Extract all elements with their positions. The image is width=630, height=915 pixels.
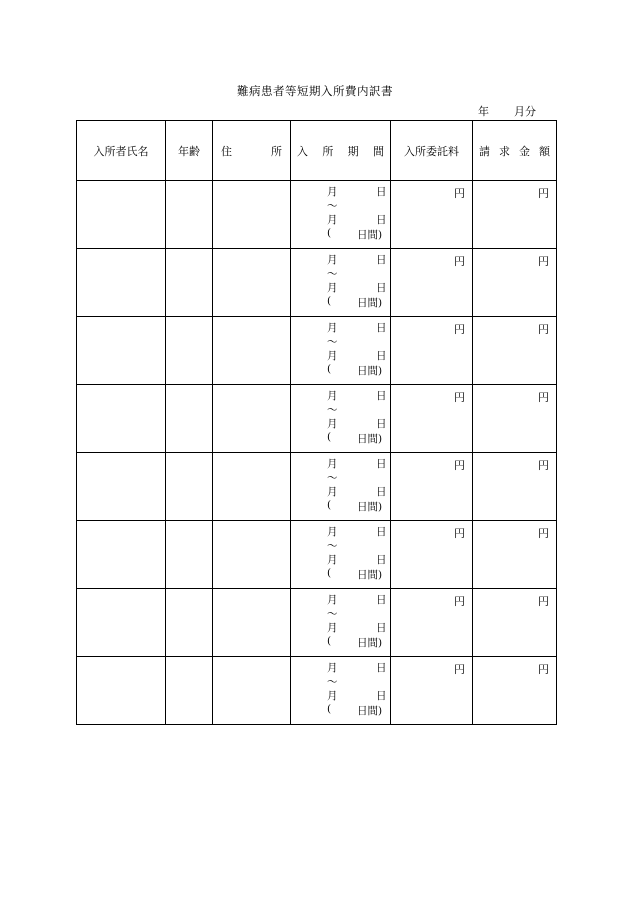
range-tilde: ～ [327, 608, 338, 620]
start-month-label: 月 [327, 186, 338, 198]
name-cell[interactable] [77, 249, 166, 317]
end-month-label: 月 [327, 554, 338, 566]
start-day-label: 日 [376, 458, 387, 470]
age-cell[interactable] [166, 317, 213, 385]
header-row [77, 121, 557, 181]
range-tilde: ～ [327, 676, 338, 688]
table-row [77, 657, 557, 725]
range-tilde: ～ [327, 472, 338, 484]
days-count-label: 日間) [357, 365, 383, 377]
end-day-label: 日 [376, 282, 387, 294]
start-day-label: 日 [376, 322, 387, 334]
header-age: 年齢 [166, 121, 213, 181]
header-name: 入所者氏名 [77, 121, 166, 181]
range-tilde: ～ [327, 336, 338, 348]
start-day-label: 日 [376, 662, 387, 674]
fee-cell[interactable] [391, 249, 473, 317]
start-month-label: 月 [327, 526, 338, 538]
end-day-label: 日 [376, 554, 387, 566]
start-month-label: 月 [327, 458, 338, 470]
end-day-label: 日 [376, 486, 387, 498]
end-day-label: 日 [376, 690, 387, 702]
header-fee: 入所委託料 [391, 121, 473, 181]
address-cell[interactable] [213, 249, 291, 317]
end-day-label: 日 [376, 418, 387, 430]
days-count-label: 日間) [357, 229, 383, 241]
period-cell[interactable] [291, 453, 391, 521]
address-cell[interactable] [213, 521, 291, 589]
days-open-paren: ( [327, 499, 332, 511]
fee-yen-label: 円 [454, 595, 465, 608]
start-month-label: 月 [327, 594, 338, 606]
table-row [77, 589, 557, 657]
start-day-label: 日 [376, 254, 387, 266]
name-cell[interactable] [77, 317, 166, 385]
table-row [77, 317, 557, 385]
address-cell[interactable] [213, 657, 291, 725]
claim-cell[interactable] [473, 249, 557, 317]
days-open-paren: ( [327, 363, 332, 375]
start-day-label: 日 [376, 390, 387, 402]
range-tilde: ～ [327, 200, 338, 212]
age-cell[interactable] [166, 589, 213, 657]
claim-cell[interactable] [473, 317, 557, 385]
name-cell[interactable] [77, 181, 166, 249]
claim-cell[interactable] [473, 657, 557, 725]
start-day-label: 日 [376, 186, 387, 198]
header-claim: 請 求 金 額 [473, 121, 557, 181]
fee-yen-label: 円 [454, 391, 465, 404]
start-day-label: 日 [376, 526, 387, 538]
name-cell[interactable] [77, 521, 166, 589]
days-open-paren: ( [327, 635, 332, 647]
days-open-paren: ( [327, 703, 332, 715]
address-cell[interactable] [213, 181, 291, 249]
header-address: 住 所 [213, 121, 291, 181]
fee-cell[interactable] [391, 181, 473, 249]
end-day-label: 日 [376, 622, 387, 634]
period-cell[interactable] [291, 657, 391, 725]
address-cell[interactable] [213, 385, 291, 453]
name-cell[interactable] [77, 589, 166, 657]
start-month-label: 月 [327, 322, 338, 334]
days-open-paren: ( [327, 431, 332, 443]
period-cell[interactable] [291, 249, 391, 317]
name-cell[interactable] [77, 453, 166, 521]
table-row [77, 453, 557, 521]
age-cell[interactable] [166, 521, 213, 589]
period-cell[interactable] [291, 385, 391, 453]
range-tilde: ～ [327, 404, 338, 416]
days-open-paren: ( [327, 295, 332, 307]
claim-cell[interactable] [473, 521, 557, 589]
name-cell[interactable] [77, 385, 166, 453]
range-tilde: ～ [327, 268, 338, 280]
claim-yen-label: 円 [538, 187, 549, 200]
start-month-label: 月 [327, 662, 338, 674]
fee-cell[interactable] [391, 589, 473, 657]
header-period: 入 所 期 間 [291, 121, 391, 181]
table-body [77, 181, 557, 725]
age-cell[interactable] [166, 453, 213, 521]
period-cell[interactable] [291, 521, 391, 589]
table-row [77, 249, 557, 317]
range-tilde: ～ [327, 540, 338, 552]
start-month-label: 月 [327, 254, 338, 266]
age-cell[interactable] [166, 385, 213, 453]
address-cell[interactable] [213, 453, 291, 521]
start-month-label: 月 [327, 390, 338, 402]
table-row [77, 181, 557, 249]
days-open-paren: ( [327, 567, 332, 579]
fee-cell[interactable] [391, 657, 473, 725]
fee-cell[interactable] [391, 521, 473, 589]
address-cell[interactable] [213, 317, 291, 385]
period-cell[interactable] [291, 317, 391, 385]
days-count-label: 日間) [357, 637, 383, 649]
end-day-label: 日 [376, 214, 387, 226]
end-month-label: 月 [327, 622, 338, 634]
period-cell[interactable] [291, 181, 391, 249]
fee-yen-label: 円 [454, 255, 465, 268]
claim-yen-label: 円 [538, 459, 549, 472]
days-count-label: 日間) [357, 501, 383, 513]
days-count-label: 日間) [357, 569, 383, 581]
end-month-label: 月 [327, 214, 338, 226]
claim-cell[interactable] [473, 589, 557, 657]
breakdown-table [76, 120, 557, 725]
age-cell[interactable] [166, 657, 213, 725]
fee-yen-label: 円 [454, 663, 465, 676]
end-day-label: 日 [376, 350, 387, 362]
claim-yen-label: 円 [538, 255, 549, 268]
age-cell[interactable] [166, 249, 213, 317]
claim-yen-label: 円 [538, 323, 549, 336]
table-row [77, 385, 557, 453]
end-month-label: 月 [327, 350, 338, 362]
fee-cell[interactable] [391, 317, 473, 385]
end-month-label: 月 [327, 690, 338, 702]
claim-cell[interactable] [473, 181, 557, 249]
claim-cell[interactable] [473, 453, 557, 521]
month-label: 月分 [514, 105, 536, 118]
fee-yen-label: 円 [454, 459, 465, 472]
age-cell[interactable] [166, 181, 213, 249]
fee-cell[interactable] [391, 453, 473, 521]
days-count-label: 日間) [357, 705, 383, 717]
claim-yen-label: 円 [538, 527, 549, 540]
end-month-label: 月 [327, 282, 338, 294]
address-cell[interactable] [213, 589, 291, 657]
period-cell[interactable] [291, 589, 391, 657]
fee-yen-label: 円 [454, 187, 465, 200]
document-title: 難病患者等短期入所費内訳書 [237, 84, 393, 98]
fee-cell[interactable] [391, 385, 473, 453]
end-month-label: 月 [327, 486, 338, 498]
days-open-paren: ( [327, 227, 332, 239]
claim-cell[interactable] [473, 385, 557, 453]
name-cell[interactable] [77, 657, 166, 725]
claim-yen-label: 円 [538, 595, 549, 608]
fee-yen-label: 円 [454, 527, 465, 540]
start-day-label: 日 [376, 594, 387, 606]
year-label: 年 [478, 105, 489, 118]
days-count-label: 日間) [357, 433, 383, 445]
days-count-label: 日間) [357, 297, 383, 309]
end-month-label: 月 [327, 418, 338, 430]
claim-yen-label: 円 [538, 663, 549, 676]
table-row [77, 521, 557, 589]
claim-yen-label: 円 [538, 391, 549, 404]
fee-yen-label: 円 [454, 323, 465, 336]
